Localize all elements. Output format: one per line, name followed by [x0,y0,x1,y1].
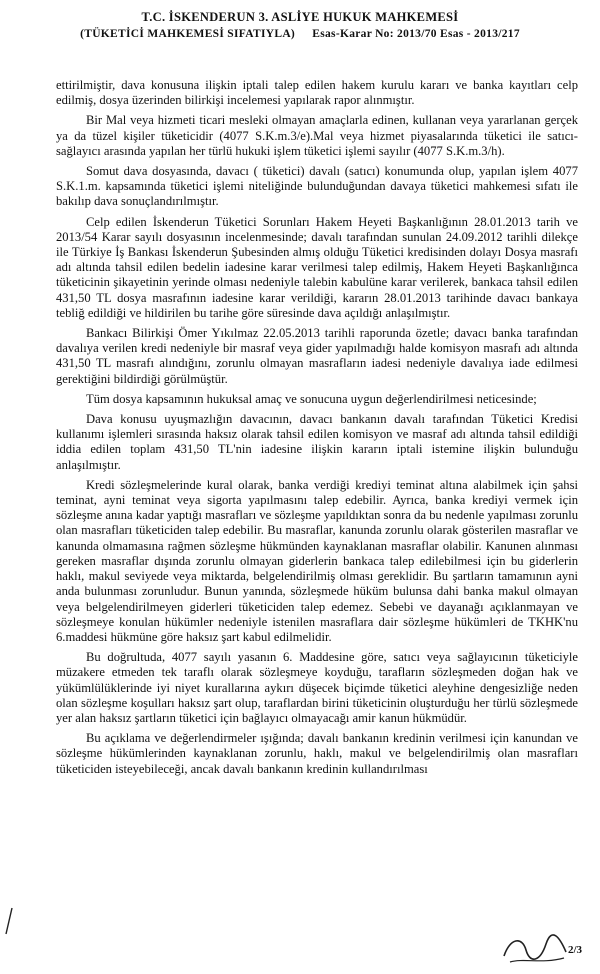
body-paragraph: Bir Mal veya hizmeti ticari mesleki olmayan amaçlarla edinen, kullanan veya yararlanan gerçek ya da tüzel kişiler tüketicidir (4077 S.K.m.3/e).Mal veya hizmet piyasalarında tüketici ile satıcı- sağlayıcı arasında yapılan her türlü hukuki işlem tüketici işlemi sayılır (4077 S.K.m.3/h). [56,113,578,158]
body-paragraph: Kredi sözleşmelerinde kural olarak, banka verdiği krediyi teminat altına alabilmek için şahsi teminat, ayni teminat veya sigorta yapılmasını talep edebilir. Ayrıca, banka krediyi vermek için sözleşme anına kadar yaptığı masrafları ve sözleşme yapıldıktan sonra da bu nedenle yapılması zorunlu olan masrafları tüketiciden talep edebilir. Bu masraflar, kanunda zorunlu olarak gösterilen masraflar ve kanunda olmamasına rağmen sözleşme hükmünden kaynaklanan masraflar olabilir. Kanunen alınması gereken masraflar dışında zorunlu olmayan giderlerin bankaca talep edilebilmesi için bu giderlerin haklı, makul seviyede veya miktarda, belgelendirilmiş olması gereklidir. Bu şartların tamamının ayni anda bulunması zorunludur. Bunun yanında, sözleşmede hüküm bulunsa dahi banka makul olmayan veya belgelendirilmeyen giderleri tüketiciden talep edemez. Sebebi ve dayanağı açıklanmayan ve sözleşmeye konulan hükümler nedeniyle istenilen masraflara dair sözleşme hükümleri de TKHK'nu 6.maddesi hükmüne göre haksız şart kabul edilmelidir. [56,477,578,644]
page-number: 2/3 [567,944,582,956]
body-paragraph: Dava konusu uyuşmazlığın davacının, davacı bankanın davalı tarafından Tüketici Kredisi kullanımı işlemleri sırasında haksız olarak tahsil edilen komisyon ve masraf adı altında tahsil edildiği iddia edilen toplam 431,50 TL'nin iadesine ilişkin kararın iptali istemine ilişkin bulunduğu anlaşılmıştır. [56,412,578,472]
body-paragraph: Celp edilen İskenderun Tüketici Sorunları Hakem Heyeti Başkanlığının 28.01.2013 tarih ve 2013/54 Karar sayılı dosyasının incelenmesinde; davalı tarafından sunulan 24.09.2012 tarihli dilekçe ile Türkiye İş Bankası İskenderun Şubesinden almış olduğu Tüketici kredisinden dolayı Dosya masrafı adı altında tahsil edilen bedelin iadesine karar verilmesi talep edilmiş, Hakem Heyeti Başkanlığınca tüketicinin şikayetinin yerinde olması nedeniyle talebin kabulüne karar verilerek, bankaca tahsil edilen 431,50 TL dosya masrafının iadesine karar verildiği, kararın 28.01.2013 tarihinde davacı bankaya tebliğ edildiği ve hildirilen bu tarihe göre süresinde dava açıldığı anlaşılmıştır. [56,214,578,320]
body-paragraph: Bu açıklama ve değerlendirmeler ışığında; davalı bankanın kredinin verilmesi için kanundan ve sözleşme hükümlerinden kaynaklanan zorunlu, haklı, makul ve belgelendirilmiş olan masrafları tüketiciden isteyebileceği, ancak davalı bankanın kredinin kullandırılması [56,731,578,776]
court-title: T.C. İSKENDERUN 3. ASLİYE HUKUK MAHKEMESİ [141,10,459,24]
margin-mark-icon [4,906,14,936]
court-subtitle-line [0,28,600,40]
body-paragraph: Tüm dosya kapsamının hukuksal amaç ve sonucuna uygun değerlendirilmesi neticesinde; [86,391,537,406]
body-paragraph: ettirilmiştir, dava konusuna ilişkin iptali talep edilen hakem kurulu kararı ve banka kayıtları celp edilmiş, dosya üzerinden bilirkişi incelemesi yapılarak rapor alınmıştır. [56,78,578,108]
case-reference: Esas-Karar No: 2013/70 Esas - 2013/217 [312,28,520,40]
court-capacity: (TÜKETİCİ MAHKEMESİ SIFATIYLA) [80,28,296,40]
signature-icon [500,928,570,968]
body-paragraph: Somut dava dosyasında, davacı ( tüketici) davalı (satıcı) konumunda olup, yapılan işlem 4077 S.K.1.m. kapsamında tüketici işlemi niteliğinde bulunduğundan davaya tüketici mahkemesi sıfatı ile bakılıp dava sonuçlandırılmıştır. [56,164,578,209]
body-paragraph: Bu doğrultuda, 4077 sayılı yasanın 6. Maddesine göre, satıcı veya sağlayıcının tüketiciyle müzakere etmeden tek taraflı olarak sözleşmeye koyduğu, tarafların sözleşmeden doğan hak ve yükümlülüklerinde iyi niyet kurallarına aykırı düşecek biçimde tüketici aleyhine dengesizliğe neden olan sözleşme koşulları haksız şart olup, taraflardan birini tüketicinin oluşturduğu her türlü sözleşmede yer alan haksız şartların tüketici için bağlayıcı olmayacağı amir kanun hükmüdür. [56,650,578,725]
document-header [0,10,600,40]
body-paragraph: Bankacı Bilirkişi Ömer Yıkılmaz 22.05.2013 tarihli raporunda özetle; davacı banka tarafından davalıya verilen kredi nedeniyle bir masraf veya gider yapılmadığı halde komisyon masrafı adı altında 431,50 TL masrafı alındığını, zorunlu olmayan masrafların iadesi nedeniyle davalıya iade edilmesi gerektiğini bildirdiği görülmüştür. [56,326,578,386]
document-body [56,78,578,782]
